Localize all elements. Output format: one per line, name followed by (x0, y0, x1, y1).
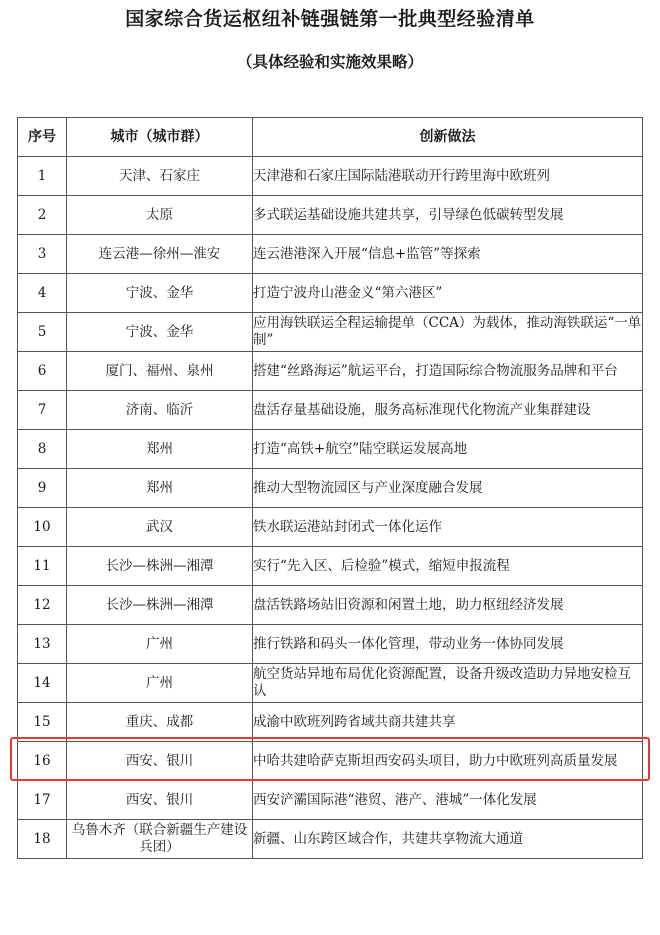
table-row (18, 352, 643, 391)
table-row (18, 664, 643, 703)
row-innovation: 搭建“丝路海运”航运平台，打造国际综合物流服务品牌和平台 (253, 352, 643, 391)
row-innovation: 航空货站异地布局优化资源配置，设备升级改造助力异地安检互认 (253, 664, 643, 703)
row-city: 长沙—株洲—湘潭 (67, 547, 253, 586)
row-city: 宁波、金华 (67, 274, 253, 313)
page-title: 国家综合货运枢纽补链强链第一批典型经验清单 (125, 8, 535, 30)
row-innovation: 西安浐灞国际港“港贸、港产、港城”一体化发展 (253, 781, 643, 820)
table-header-row (18, 118, 643, 157)
column-header-city: 城市（城市群） (67, 118, 253, 157)
table-row (18, 469, 643, 508)
row-city: 郑州 (67, 469, 253, 508)
table-row (18, 742, 643, 781)
table-row (18, 820, 643, 859)
row-number: 3 (18, 235, 67, 274)
row-number: 18 (18, 820, 67, 859)
row-innovation: 应用海铁联运全程运输提单（CCA）为载体，推动海铁联运“一单制” (253, 313, 643, 352)
row-city: 重庆、成都 (67, 703, 253, 742)
table-row (18, 781, 643, 820)
row-number: 15 (18, 703, 67, 742)
row-number: 6 (18, 352, 67, 391)
row-number: 17 (18, 781, 67, 820)
row-number: 2 (18, 196, 67, 235)
table-row (18, 157, 643, 196)
row-city: 西安、银川 (67, 742, 253, 781)
row-city: 广州 (67, 664, 253, 703)
row-number: 8 (18, 430, 67, 469)
table-row (18, 196, 643, 235)
table-row (18, 274, 643, 313)
column-header-innovation: 创新做法 (253, 118, 643, 157)
experience-table (17, 117, 643, 859)
table-row (18, 235, 643, 274)
row-innovation: 铁水联运港站封闭式一体化运作 (253, 508, 643, 547)
row-city: 西安、银川 (67, 781, 253, 820)
row-innovation: 盘活存量基础设施，服务高标准现代化物流产业集群建设 (253, 391, 643, 430)
row-number: 10 (18, 508, 67, 547)
table-row (18, 508, 643, 547)
table-row (18, 586, 643, 625)
row-innovation: 多式联运基础设施共建共享，引导绿色低碳转型发展 (253, 196, 643, 235)
column-header-number: 序号 (18, 118, 67, 157)
row-number: 12 (18, 586, 67, 625)
row-innovation: 盘活铁路场站旧资源和闲置土地，助力枢纽经济发展 (253, 586, 643, 625)
row-city: 厦门、福州、泉州 (67, 352, 253, 391)
table-row-highlighted (18, 703, 643, 742)
row-innovation: 推行铁路和码头一体化管理，带动业务一体协同发展 (253, 625, 643, 664)
row-innovation: 新疆、山东跨区域合作，共建共享物流大通道 (253, 820, 643, 859)
table-row (18, 625, 643, 664)
table-row (18, 313, 643, 352)
table-row (18, 430, 643, 469)
row-number: 7 (18, 391, 67, 430)
row-innovation: 天津港和石家庄国际陆港联动开行跨里海中欧班列 (253, 157, 643, 196)
row-number: 11 (18, 547, 67, 586)
row-number: 13 (18, 625, 67, 664)
row-city: 长沙—株洲—湘潭 (67, 586, 253, 625)
row-number: 14 (18, 664, 67, 703)
row-city: 乌鲁木齐（联合新疆生产建设兵团） (67, 820, 253, 859)
page-subtitle: （具体经验和实施效果略） (236, 53, 423, 71)
row-innovation: 实行“先入区、后检验”模式，缩短申报流程 (253, 547, 643, 586)
row-city: 济南、临沂 (67, 391, 253, 430)
row-innovation: 打造“高铁+航空”陆空联运发展高地 (253, 430, 643, 469)
row-city: 宁波、金华 (67, 313, 253, 352)
row-innovation: 成渝中欧班列跨省域共商共建共享 (253, 703, 643, 742)
row-innovation: 推动大型物流园区与产业深度融合发展 (253, 469, 643, 508)
row-number: 9 (18, 469, 67, 508)
row-city: 广州 (67, 625, 253, 664)
table-row (18, 547, 643, 586)
table-row (18, 391, 643, 430)
row-number: 5 (18, 313, 67, 352)
row-city: 郑州 (67, 430, 253, 469)
row-innovation: 中哈共建哈萨克斯坦西安码头项目，助力中欧班列高质量发展 (253, 742, 643, 781)
row-city: 连云港—徐州—淮安 (67, 235, 253, 274)
row-city: 太原 (67, 196, 253, 235)
row-number: 4 (18, 274, 67, 313)
row-city: 天津、石家庄 (67, 157, 253, 196)
row-innovation: 打造宁波舟山港金义“第六港区” (253, 274, 643, 313)
row-number: 1 (18, 157, 67, 196)
row-innovation: 连云港港深入开展“信息+监管”等探索 (253, 235, 643, 274)
row-number: 16 (18, 742, 67, 781)
row-city: 武汉 (67, 508, 253, 547)
